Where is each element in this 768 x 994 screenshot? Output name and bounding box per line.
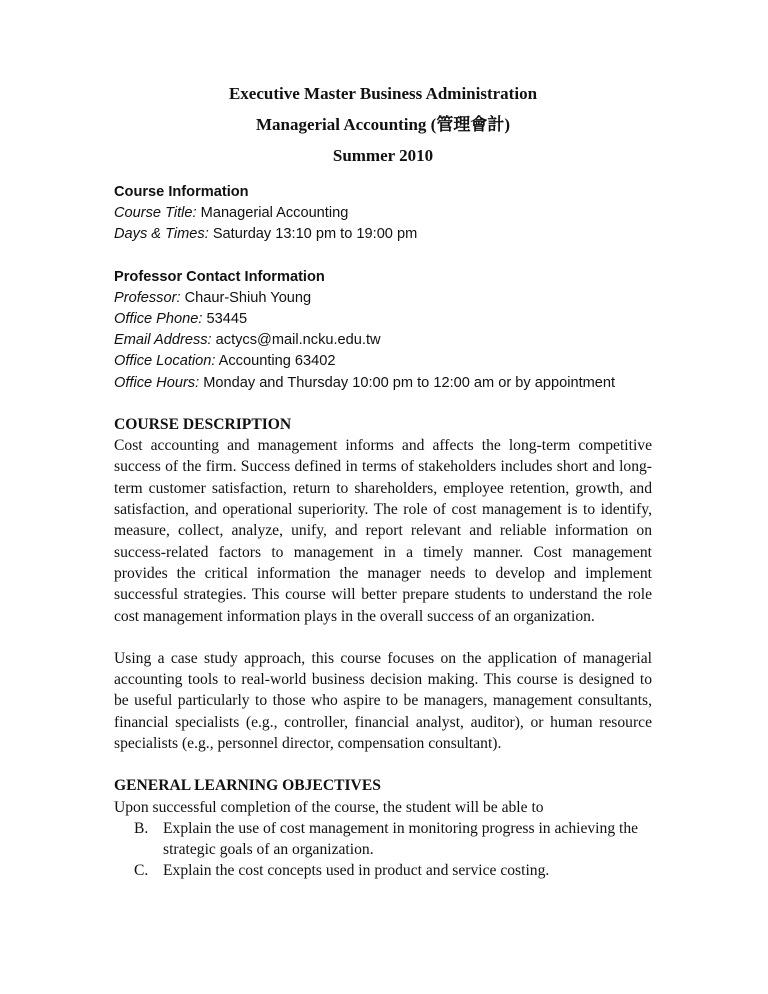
objective-text: Explain the use of cost management in monitoring progress in achieving the strategic goals of an organization. [163,819,639,859]
office-phone-row [114,309,652,330]
professor-label: Professor: [114,289,181,306]
email-value[interactable]: actycs@mail.ncku.edu.tw [215,332,381,349]
course-description-paragraph-2: Using a case study approach, this course focuses on the application of managerial accounting tools to real-world business decision making. This course is designed to be useful particularly to those who aspire to be managers, management consultants, financial specialists (e.g., controller, financial analyst, auditor), or human resource specialists (e.g., personnel director, compensation consultant). [114,649,652,752]
objective-item [114,818,652,861]
objective-marker: B. [134,819,149,837]
course-information-section [114,182,652,246]
office-hours-row [114,373,652,394]
email-row [114,330,652,351]
days-times-value: Saturday 13:10 pm to 19:00 pm [212,226,418,243]
office-phone-value: 53445 [206,311,248,328]
professor-contact-heading: Professor Contact Information [114,268,325,285]
course-information-heading: Course Information [114,184,249,200]
course-title: Managerial Accounting (管理會計) [255,115,511,134]
office-location-label: Office Location: [114,353,216,370]
days-times-label: Days & Times: [114,226,209,243]
office-phone-label: Office Phone: [114,311,203,328]
program-title: Executive Master Business Administration [228,84,538,103]
learning-objectives-section [114,775,652,881]
learning-objectives-heading: GENERAL LEARNING OBJECTIVES [114,777,381,795]
email-label: Email Address: [114,332,212,349]
course-description-heading: COURSE DESCRIPTION [114,415,292,433]
course-title-value: Managerial Accounting [200,205,349,222]
objective-text: Explain the cost concepts used in product and service costing. [163,862,550,880]
professor-contact-section [114,267,652,394]
learning-objectives-list [114,818,652,882]
learning-objectives-intro: Upon successful completion of the course, the student will be able to [114,798,544,816]
course-title-label: Course Title: [114,205,197,222]
office-location-value: Accounting 63402 [218,353,336,370]
office-location-row [114,351,652,372]
document-page [114,84,652,882]
professor-row [114,288,652,309]
objective-item [114,860,652,881]
course-title-row [114,203,652,224]
term-title: Summer 2010 [332,146,434,165]
professor-value: Chaur-Shiuh Young [184,289,312,306]
office-hours-value: Monday and Thursday 10:00 pm to 12:00 am or by appointment [203,374,616,391]
course-description-section [114,414,652,754]
office-hours-label: Office Hours: [114,374,200,391]
course-description-paragraph-1: Cost accounting and management informs and affects the long-term competitive success of the firm. Success defined in terms of stakeholders includes short and long-term customer satisfaction, return to shareholders, employee retention, growth, and satisfaction, and operational superiority. The role of cost management is to identify, measure, collect, analyze, unify, and report relevant and reliable information on success-related factors to management in a timely manner. Cost management provides the critical information the manager needs to develop and implement successful strategies. This course will better prepare students to understand the role cost management information plays in the overall success of an organization. [114,437,652,625]
days-times-row [114,224,652,245]
objective-marker: C. [134,862,149,880]
